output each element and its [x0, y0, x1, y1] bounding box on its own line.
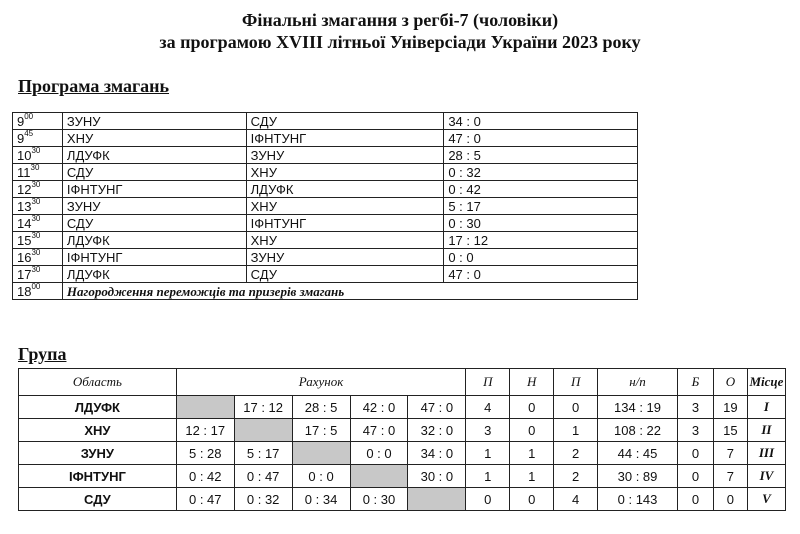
points-diff: 30 : 89 [598, 465, 678, 488]
match-score: 0 : 30 [444, 215, 638, 232]
match-time: $10^{30}$ [13, 147, 63, 164]
place: IV [747, 465, 785, 488]
draws: 0 [510, 419, 554, 442]
points-diff: 134 : 19 [598, 396, 678, 419]
team-a: ІФНТУНГ [62, 181, 246, 198]
schedule-heading: Програма змагань [18, 76, 170, 96]
match-score: 5 : 17 [444, 198, 638, 215]
team-a: ЛДУФК [62, 266, 246, 283]
points: 19 [713, 396, 747, 419]
place: II [747, 419, 785, 442]
schedule-row [13, 232, 638, 249]
losses: 0 [554, 396, 598, 419]
schedule-row [13, 130, 638, 147]
score-cell: 0 : 32 [234, 488, 292, 511]
wins: 0 [466, 488, 510, 511]
score-cell: 5 : 28 [176, 442, 234, 465]
ceremony-time: $18^{00}$ [13, 283, 63, 300]
header-bonus: Б [677, 369, 713, 396]
document-title: Фінальні змагання з регбі-7 (чоловіки) [241, 10, 559, 30]
self-cell [350, 465, 408, 488]
schedule-row [13, 181, 638, 198]
place: III [747, 442, 785, 465]
ceremony-row [13, 283, 638, 300]
match-time: $9^{00}$ [13, 113, 63, 130]
schedule-row [13, 113, 638, 130]
team-a: ЛДУФК [62, 232, 246, 249]
points-diff: 0 : 143 [598, 488, 678, 511]
schedule-row [13, 249, 638, 266]
document-subtitle: за програмою XVIII літньої Універсіади України 2023 року [159, 32, 641, 52]
match-score: 0 : 32 [444, 164, 638, 181]
points: 15 [713, 419, 747, 442]
score-cell: 17 : 5 [292, 419, 350, 442]
schedule-row [13, 266, 638, 283]
team-name: ХНУ [19, 419, 177, 442]
team-b: ІФНТУНГ [246, 215, 444, 232]
schedule-table [12, 112, 638, 300]
match-score: 47 : 0 [444, 266, 638, 283]
team-a: СДУ [62, 215, 246, 232]
bonus: 0 [677, 465, 713, 488]
draws: 1 [510, 465, 554, 488]
points: 7 [713, 465, 747, 488]
team-b: ХНУ [246, 164, 444, 181]
draws: 1 [510, 442, 554, 465]
points-diff: 44 : 45 [598, 442, 678, 465]
team-a: ЛДУФК [62, 147, 246, 164]
match-score: 17 : 12 [444, 232, 638, 249]
self-cell [292, 442, 350, 465]
header-place: Місце [747, 369, 785, 396]
team-a: ХНУ [62, 130, 246, 147]
team-a: ІФНТУНГ [62, 249, 246, 266]
score-cell: 0 : 0 [292, 465, 350, 488]
header-wins: П [466, 369, 510, 396]
group-header-row [19, 369, 786, 396]
team-a: ЗУНУ [62, 113, 246, 130]
score-cell: 30 : 0 [408, 465, 466, 488]
wins: 1 [466, 465, 510, 488]
group-row [19, 396, 786, 419]
self-cell [176, 396, 234, 419]
group-heading: Група [18, 344, 67, 364]
match-score: 34 : 0 [444, 113, 638, 130]
match-time: $17^{30}$ [13, 266, 63, 283]
score-cell: 28 : 5 [292, 396, 350, 419]
team-name: ІФНТУНГ [19, 465, 177, 488]
header-points-diff: н/п [598, 369, 678, 396]
group-row [19, 419, 786, 442]
score-cell: 0 : 30 [350, 488, 408, 511]
match-score: 28 : 5 [444, 147, 638, 164]
score-cell: 17 : 12 [234, 396, 292, 419]
match-time: $13^{30}$ [13, 198, 63, 215]
score-cell: 12 : 17 [176, 419, 234, 442]
bonus: 3 [677, 396, 713, 419]
points-diff: 108 : 22 [598, 419, 678, 442]
header-losses: П [554, 369, 598, 396]
schedule-row [13, 215, 638, 232]
score-cell: 32 : 0 [408, 419, 466, 442]
score-cell: 5 : 17 [234, 442, 292, 465]
group-row [19, 465, 786, 488]
losses: 2 [554, 465, 598, 488]
team-name: СДУ [19, 488, 177, 511]
match-time: $9^{45}$ [13, 130, 63, 147]
score-cell: 0 : 47 [176, 488, 234, 511]
self-cell [408, 488, 466, 511]
score-cell: 42 : 0 [350, 396, 408, 419]
draws: 0 [510, 488, 554, 511]
score-cell: 34 : 0 [408, 442, 466, 465]
team-b: ЛДУФК [246, 181, 444, 198]
match-time: $11^{30}$ [13, 164, 63, 181]
wins: 4 [466, 396, 510, 419]
header-points: О [713, 369, 747, 396]
match-time: $15^{30}$ [13, 232, 63, 249]
score-cell: 0 : 47 [234, 465, 292, 488]
score-cell: 0 : 34 [292, 488, 350, 511]
score-cell: 47 : 0 [350, 419, 408, 442]
match-score: 0 : 42 [444, 181, 638, 198]
team-a: ЗУНУ [62, 198, 246, 215]
team-a: СДУ [62, 164, 246, 181]
bonus: 0 [677, 442, 713, 465]
draws: 0 [510, 396, 554, 419]
match-time: $14^{30}$ [13, 215, 63, 232]
group-row [19, 488, 786, 511]
team-name: ЗУНУ [19, 442, 177, 465]
self-cell [234, 419, 292, 442]
schedule-row [13, 198, 638, 215]
team-b: ХНУ [246, 232, 444, 249]
wins: 3 [466, 419, 510, 442]
bonus: 0 [677, 488, 713, 511]
match-score: 0 : 0 [444, 249, 638, 266]
score-cell: 0 : 42 [176, 465, 234, 488]
team-b: ХНУ [246, 198, 444, 215]
group-row [19, 442, 786, 465]
header-draws: Н [510, 369, 554, 396]
header-score: Рахунок [176, 369, 466, 396]
place: I [747, 396, 785, 419]
team-b: ІФНТУНГ [246, 130, 444, 147]
points: 0 [713, 488, 747, 511]
place: V [747, 488, 785, 511]
score-cell: 47 : 0 [408, 396, 466, 419]
schedule-row [13, 147, 638, 164]
match-time: $12^{30}$ [13, 181, 63, 198]
points: 7 [713, 442, 747, 465]
bonus: 3 [677, 419, 713, 442]
header-region: Область [19, 369, 177, 396]
team-b: СДУ [246, 113, 444, 130]
match-time: $16^{30}$ [13, 249, 63, 266]
team-name: ЛДУФК [19, 396, 177, 419]
match-score: 47 : 0 [444, 130, 638, 147]
team-b: ЗУНУ [246, 249, 444, 266]
team-b: СДУ [246, 266, 444, 283]
ceremony-text: Нагородження переможців та призерів змагань [62, 283, 637, 300]
schedule-row [13, 164, 638, 181]
losses: 4 [554, 488, 598, 511]
team-b: ЗУНУ [246, 147, 444, 164]
group-table [18, 368, 786, 511]
losses: 1 [554, 419, 598, 442]
losses: 2 [554, 442, 598, 465]
score-cell: 0 : 0 [350, 442, 408, 465]
wins: 1 [466, 442, 510, 465]
